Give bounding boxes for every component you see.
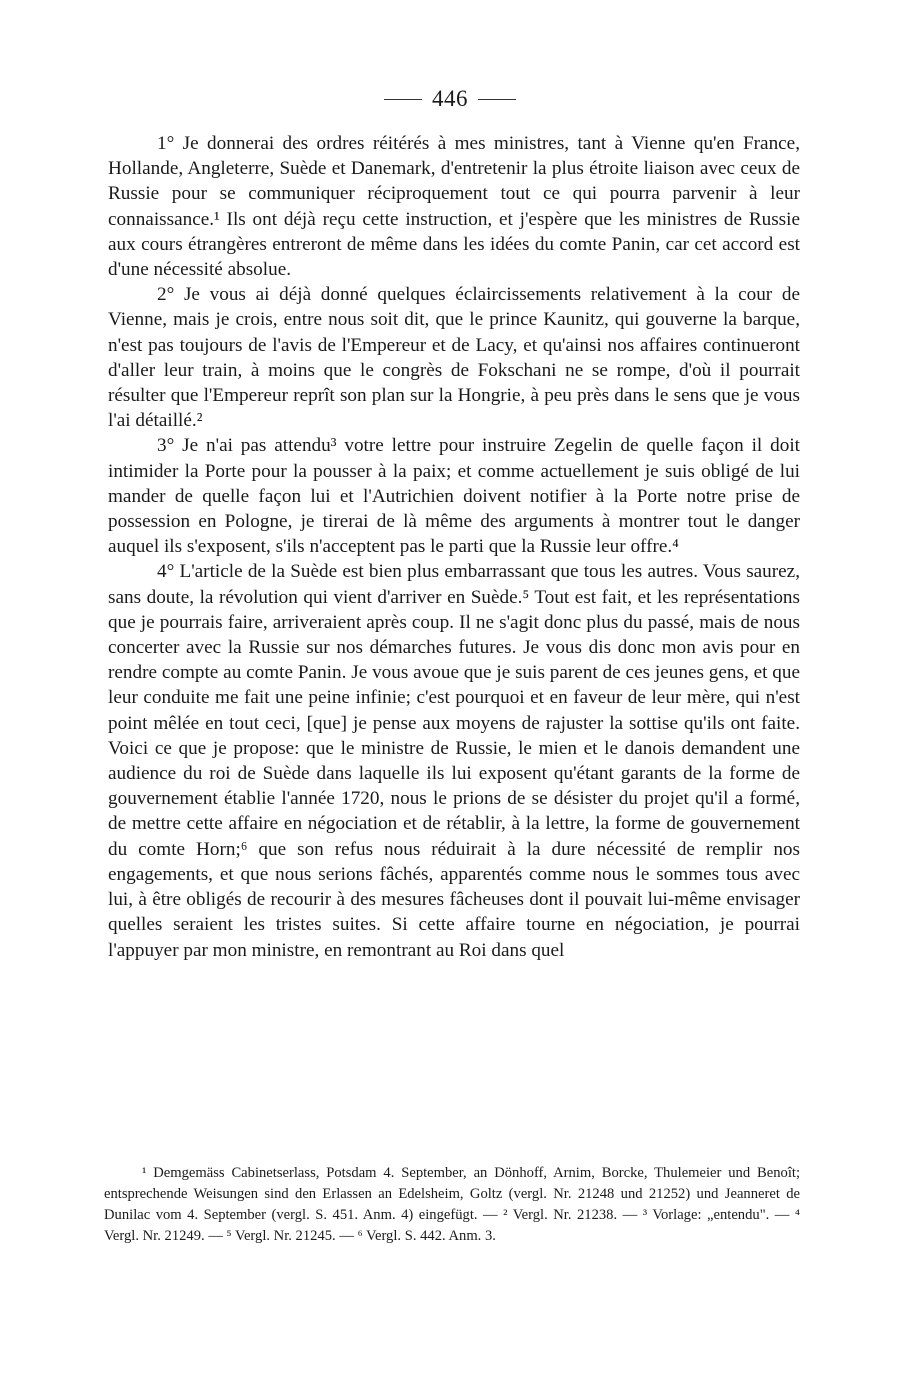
paragraph-1: 1° Je donnerai des ordres réitérés à mes ministres, tant à Vienne qu'en France, Hollande, Angleterre, Suède et Danemark, d'entretenir la plus étroite liaison avec ceux de Russie pour se communiquer réciproquement tout ce qui pourra parvenir à leur connaissance.¹ Ils ont déjà reçu cette instruction, et j'espère que les ministres de Russie aux cours étrangères entreront de même dans les idées du comte Panin, car cet accord est d'une nécessité absolue. <box>108 133 800 281</box>
paragraph-3: 3° Je n'ai pas attendu³ votre lettre pour instruire Zegelin de quelle façon il doit intimider la Porte pour la pousser à la paix; et comme actuellement je suis obligé de lui mander de quelle façon lui et l'Autrichien doivent notifier à la Porte notre prise de possession en Pologne, je tirerai de là même des arguments à montrer tout le danger auquel ils s'exposent, s'ils n'acceptent pas le parti que la Russie leur offre.⁴ <box>108 435 800 558</box>
header-rule-right <box>478 99 516 100</box>
page-header <box>0 84 900 114</box>
paragraph-4: 4° L'article de la Suède est bien plus embarrassant que tous les autres. Vous saurez, sans doute, la révolution qui vient d'arriver en Suède.⁵ Tout est fait, et les représentations que je pourrais faire, arriveraient après coup. Il ne s'agit donc plus du passé, mais de nous concerter avec la Russie sur nos démarches futures. Je vous dis donc mon avis pour en rendre compte au comte Panin. Je vous avoue que je suis parent de ces jeunes gens, et que leur conduite me fait une peine infinie; c'est pourquoi et en faveur de leur mère, qui n'est point mêlée en tout ceci, [que] je pense aux moyens de rajuster la sottise qu'ils ont faite. Voici ce que je propose: que le ministre de Russie, le mien et le danois demandent une audience du roi de Suède dans laquelle ils lui exposent qu'étant garants de la forme de gouvernement établie l'année 1720, nous le prions de se désister du projet qu'il a formé, de mettre cette affaire en négociation et de rétablir, à la lettre, la forme de gouvernement du comte Horn;⁶ que son refus nous réduirait à la dure nécessité de remplir nos engagements, et que nous serions fâchés, apparentés comme nous le sommes tous avec lui, à être obligés de recourir à des mesures fâcheuses dont il pouvait lui-même envisager quelles seraient les tristes suites. Si cette affaire tourne en négociation, je pourrai l'appuyer par mon ministre, en remontrant au Roi dans quel <box>108 561 800 961</box>
header-rule-left <box>384 99 422 100</box>
footnote-text: ¹ Demgemäss Cabinetserlass, Potsdam 4. September, an Dönhoff, Arnim, Borcke, Thulemeier und Benoît; entsprechende Weisungen sind den Erlassen an Edelsheim, Goltz (vergl. Nr. 21248 und 21252) und Jeanneret de Dunilac vom 4. September (vergl. S. 451. Anm. 4) eingefügt. — ² Vergl. Nr. 21238. — ³ Vorlage: „entendu". — ⁴ Vergl. Nr. 21249. — ⁵ Vergl. Nr. 21245. — ⁶ Vergl. S. 442. Anm. 3. <box>104 1165 800 1244</box>
footnotes <box>104 1163 800 1247</box>
paragraph-2: 2° Je vous ai déjà donné quelques éclaircissements relativement à la cour de Vienne, mais je crois, entre nous soit dit, que le prince Kaunitz, qui gouverne la barque, n'est pas toujours de l'avis de l'Empereur et de Lacy, et qu'ainsi nos affaires continueront d'aller leur train, à moins que le congrès de Fokschani ne se rompe, d'où il pourrait résulter que l'Empereur reprît son plan sur la Hongrie, à peu près dans le sens que je vous l'ai détaillé.² <box>108 284 800 432</box>
page-number: 446 <box>432 86 468 111</box>
body-text <box>108 131 800 963</box>
